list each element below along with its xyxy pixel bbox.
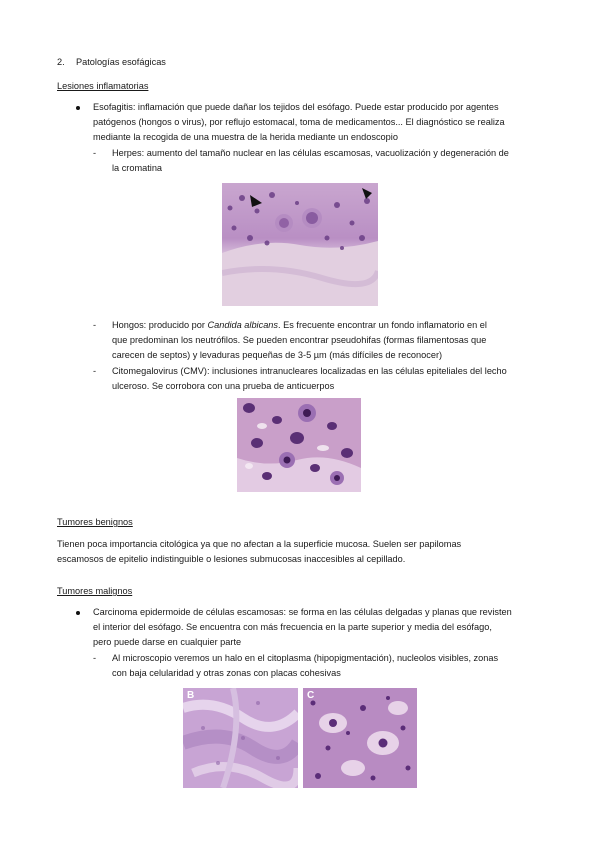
esofagitis-line-3: mediante la recogida de una muestra de la herida mediante un endoscopio — [93, 132, 398, 142]
carcinoma-line-1: Carcinoma epidermoide de células escamosas: se forma en las células delgadas y planas que revisten — [93, 607, 512, 617]
heading-inflammatory: Lesiones inflamatorias — [57, 81, 149, 91]
esofagitis-line-1: Esofagitis: inflamación que puede dañar los tejidos del esófago. Puede estar producido por agentes — [93, 102, 499, 112]
hongos-line-2: que predominan los neutrófilos. Se pueden encontrar pseudohifas (formas filamentosas que — [112, 335, 487, 345]
carcinoma-image-b — [183, 688, 298, 788]
hongos-line-3: carecen de septos) y levaduras pequeñas de 3-5 µm (más difíciles de reconocer) — [112, 350, 443, 360]
carcinoma-line-3: pero puede darse en cualquier parte — [93, 637, 242, 647]
dash: - — [93, 320, 97, 330]
hongos-line-1: Hongos: producido por Candida albicans. Es frecuente encontrar un fondo inflamatorio en el — [112, 320, 487, 330]
bullet — [76, 106, 80, 110]
heading-benign: Tumores benignos — [57, 517, 133, 527]
microscope-line-1: Al microscopio veremos un halo en el citoplasma (hipopigmentación), nucleolos visibles, zonas — [112, 653, 499, 663]
panel-label-b: B — [187, 690, 195, 701]
bullet — [76, 611, 80, 615]
dash: - — [93, 148, 97, 158]
herpes-line-1: Herpes: aumento del tamaño nuclear en las células escamosas, vacuolización y degeneración de — [112, 148, 509, 158]
dash: - — [93, 653, 97, 663]
microscope-line-2: con baja celularidad y otras zonas con placas cohesivas — [112, 668, 341, 678]
cmv-histology-image — [237, 398, 361, 492]
carcinoma-image-c — [303, 688, 417, 788]
panel-label-c: C — [307, 690, 315, 701]
carcinoma-line-2: el interior del esófago. Se encuentra con más frecuencia en la parte superior y media del esófago, — [93, 622, 492, 632]
cmv-line-2: ulceroso. Se corrobora con una prueba de anticuerpos — [112, 381, 335, 391]
cmv-line-1: Citomegalovirus (CMV): inclusiones intranucleares localizadas en las células epiteliales del lecho — [112, 366, 507, 376]
herpes-line-2: la cromatina — [112, 163, 163, 173]
species-name: Candida albicans — [207, 320, 279, 330]
esofagitis-line-2: patógenos (hongos o virus), por reflujo estomacal, toma de medicamentos... El diagnóstico se realiza — [93, 117, 505, 127]
dash: - — [93, 366, 97, 376]
section-number: 2. — [57, 57, 65, 67]
benign-line-2: escamosos de epitelio indistinguible o lesiones submucosas inaccesibles al cepillado. — [57, 554, 406, 564]
benign-line-1: Tienen poca importancia citológica ya que no afectan a la superficie mucosa. Suelen ser papilomas — [57, 539, 462, 549]
herpes-histology-image — [222, 183, 378, 306]
section-title: Patologías esofágicas — [76, 57, 166, 67]
heading-malignant: Tumores malignos — [57, 586, 133, 596]
